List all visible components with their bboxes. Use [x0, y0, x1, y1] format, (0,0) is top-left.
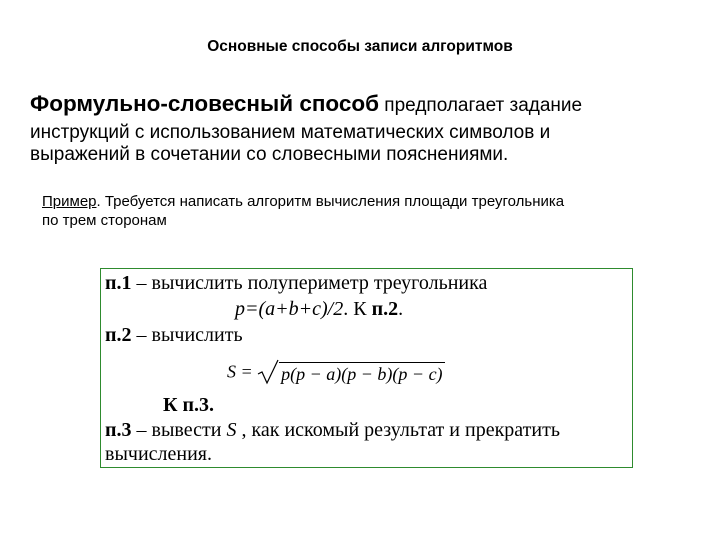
step-2-line — [105, 324, 243, 347]
algorithm-box — [100, 268, 633, 468]
heron-formula — [227, 359, 443, 385]
example-paragraph — [42, 192, 692, 230]
method-term: Формульно-словесный способ — [30, 91, 380, 116]
formula-radicand: p(p − a)(p − b)(p − c) — [281, 364, 443, 384]
step-1-text: – вычислить полупериметр треугольника — [131, 272, 488, 294]
step-2-text: – вычислить — [131, 324, 243, 346]
slide-title: Основные способы записи алгоритмов — [207, 38, 513, 55]
semiperimeter-formula: p=(a+b+c)/2 — [235, 298, 344, 320]
intro-paragraph — [30, 92, 695, 166]
intro-line-1-rest: предполагает задание — [379, 95, 583, 116]
square-root — [257, 359, 443, 385]
step-3-text-b: , как искомый результат и прекратить — [236, 419, 560, 441]
step-3-text-a: – вывести — [131, 419, 227, 441]
step-1-line — [105, 272, 487, 295]
radical-sign-icon — [257, 359, 279, 385]
example-text: . Требуется написать алгоритм вычисления площади треугольника — [96, 193, 565, 210]
goto-step-2: п.2 — [371, 298, 399, 320]
intro-line-2: инструкций с использованием математических символов и — [30, 122, 551, 143]
step-1-number: п.1 — [105, 272, 132, 294]
result-variable: S — [226, 419, 237, 441]
intro-line-1 — [30, 92, 695, 118]
intro-line-3: выражений в сочетании со словесными пояснениями. — [30, 144, 509, 165]
goto-prefix: . К — [343, 298, 372, 320]
step-3-line — [105, 419, 560, 442]
example-text-2: по трем сторонам — [42, 212, 167, 229]
step-3-number: п.3 — [105, 419, 132, 441]
step-1-formula-line — [235, 298, 403, 321]
formula-lhs: S = — [227, 361, 258, 382]
step-1-end: . — [398, 298, 404, 320]
example-label: Пример — [42, 193, 97, 210]
goto-step-3: К п.3. — [163, 394, 215, 416]
step-2-number: п.2 — [105, 324, 132, 346]
step-3-text-c: вычисления. — [105, 443, 212, 465]
